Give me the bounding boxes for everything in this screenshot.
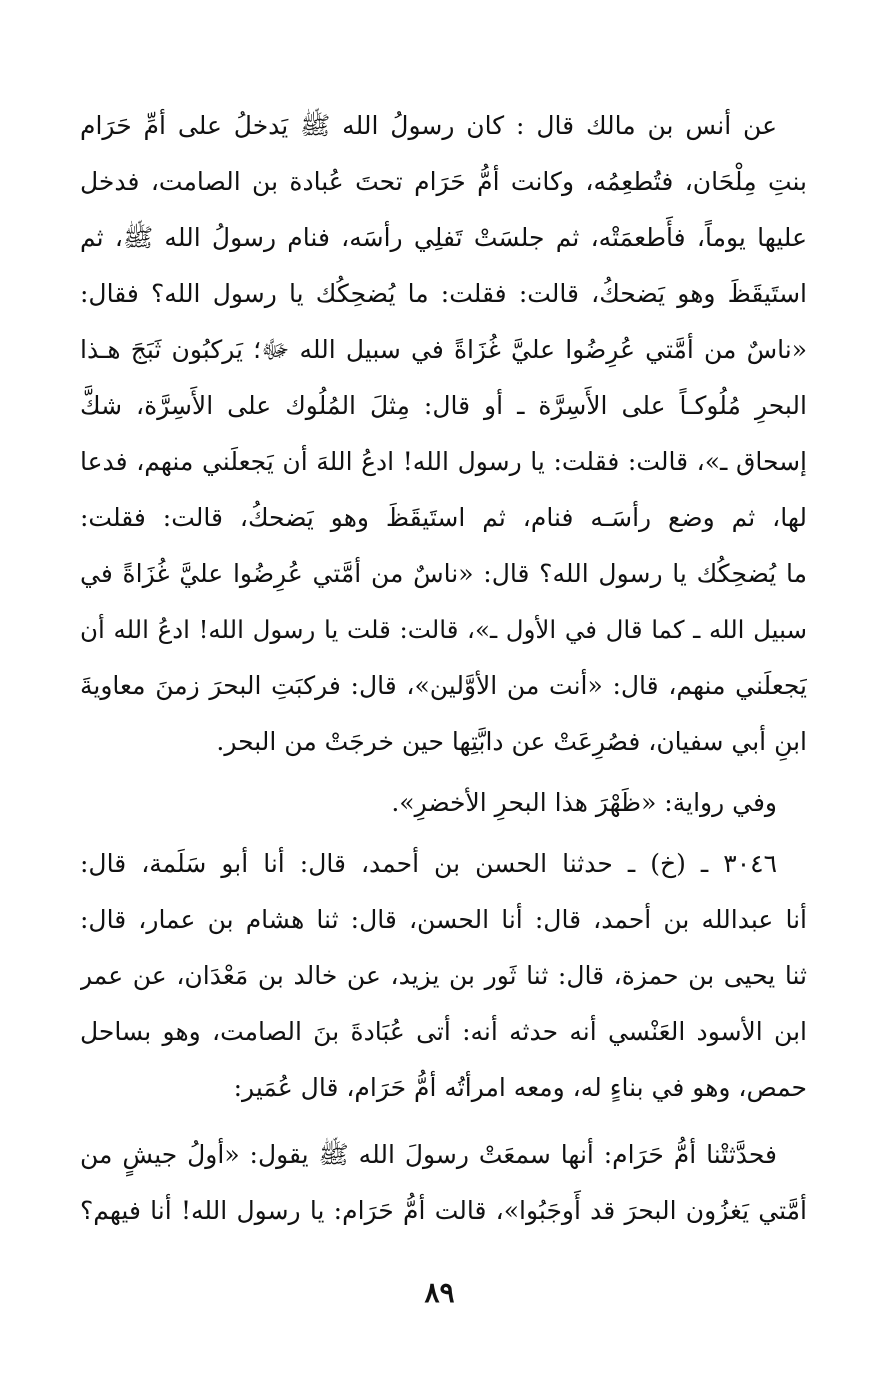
text-line: إسحاق ـ»، قالت: فقلت: يا رسول الله! ادعُ اللهَ أن يَجعلَني منهم، فدعا	[80, 447, 807, 476]
main-text	[80, 103, 807, 1263]
text-line: يَجعلَني منهم، قال: «أنت من الأوَّلين»، قال: فركبَتِ البحرَ زمنَ معاويةَ	[80, 671, 807, 700]
text-line: أمَّتي يَغزُون البحرَ قد أَوجَبُوا»، قالت أمُّ حَرَام: يا رسول الله! أنا فيهم؟	[80, 1196, 807, 1225]
text-line: عن أنس بن مالك قال : كان رسولُ الله ﷺ يَدخلُ على أمِّ حَرَام	[80, 111, 777, 140]
text-line: ما يُضحِكُك يا رسول الله؟ قال: «ناسٌ من أمَّتي عُرِضُوا عليَّ غُزَاةً في	[80, 559, 807, 588]
text-line: ابنِ أبي سفيان، فصُرِعَتْ عن دابَّتِها حين خرجَتْ من البحر.	[216, 727, 807, 756]
text-line: بنتِ مِلْحَان، فتُطعِمُه، وكانت أمُّ حَرَام تحتَ عُبادة بن الصامت، فدخل	[80, 167, 807, 196]
text-line: «ناسٌ من أمَّتي عُرِضُوا عليَّ غُزَاةً في سبيل الله ﷻ؛ يَركبُون ثَبَجَ هـذا	[80, 335, 807, 364]
text-line: البحرِ مُلُوكـاً على الأَسِرَّة ـ أو قال: مِثلَ المُلُوك على الأَسِرَّة، شكَّ	[80, 391, 807, 420]
text-line: فحدَّثتْنا أمُّ حَرَام: أنها سمعَتْ رسولَ الله ﷺ يقول: «أولُ جيشٍ من	[80, 1140, 777, 1169]
text-line: ابن الأسود العَنْسي أنه حدثه أنه: أتى عُبَادةَ بنَ الصامت، وهو بساحل	[80, 1017, 807, 1046]
text-line: وفي رواية: «ظَهْرَ هذا البحرِ الأخضرِ».	[391, 788, 777, 817]
text-line: عليها يوماً، فأَطعمَتْه، ثم جلسَتْ تَفلِي رأسَه، فنام رسولُ الله ﷺ، ثم	[80, 223, 807, 252]
text-line: ٣٠٤٦ ـ (خ) ـ حدثنا الحسن بن أحمد، قال: أنا أبو سَلَمة، قال:	[80, 849, 777, 878]
page-number: ٨٩	[424, 1276, 455, 1309]
text-line: أنا عبدالله بن أحمد، قال: أنا الحسن، قال: ثنا هشام بن عمار، قال:	[80, 905, 807, 934]
text-line: ثنا يحيى بن حمزة، قال: ثنا ثَور بن يزيد، عن خالد بن مَعْدَان، عن عمر	[80, 961, 807, 990]
text-line: سبيل الله ـ كما قال في الأول ـ»، قالت: قلت يا رسول الله! ادعُ الله أن	[80, 615, 807, 644]
text-line: حمص، وهو في بناءٍ له، ومعه امرأتُه أمُّ حَرَام، قال عُمَير:	[233, 1073, 807, 1102]
text-line: استَيقَظَ وهو يَضحكُ، قالت: فقلت: ما يُضحِكُك يا رسول الله؟ فقال:	[80, 279, 807, 308]
text-line: لها، ثم وضع رأسَـه فنام، ثم استَيقَظَ وهو يَضحكُ، قالت: فقلت:	[80, 503, 807, 532]
